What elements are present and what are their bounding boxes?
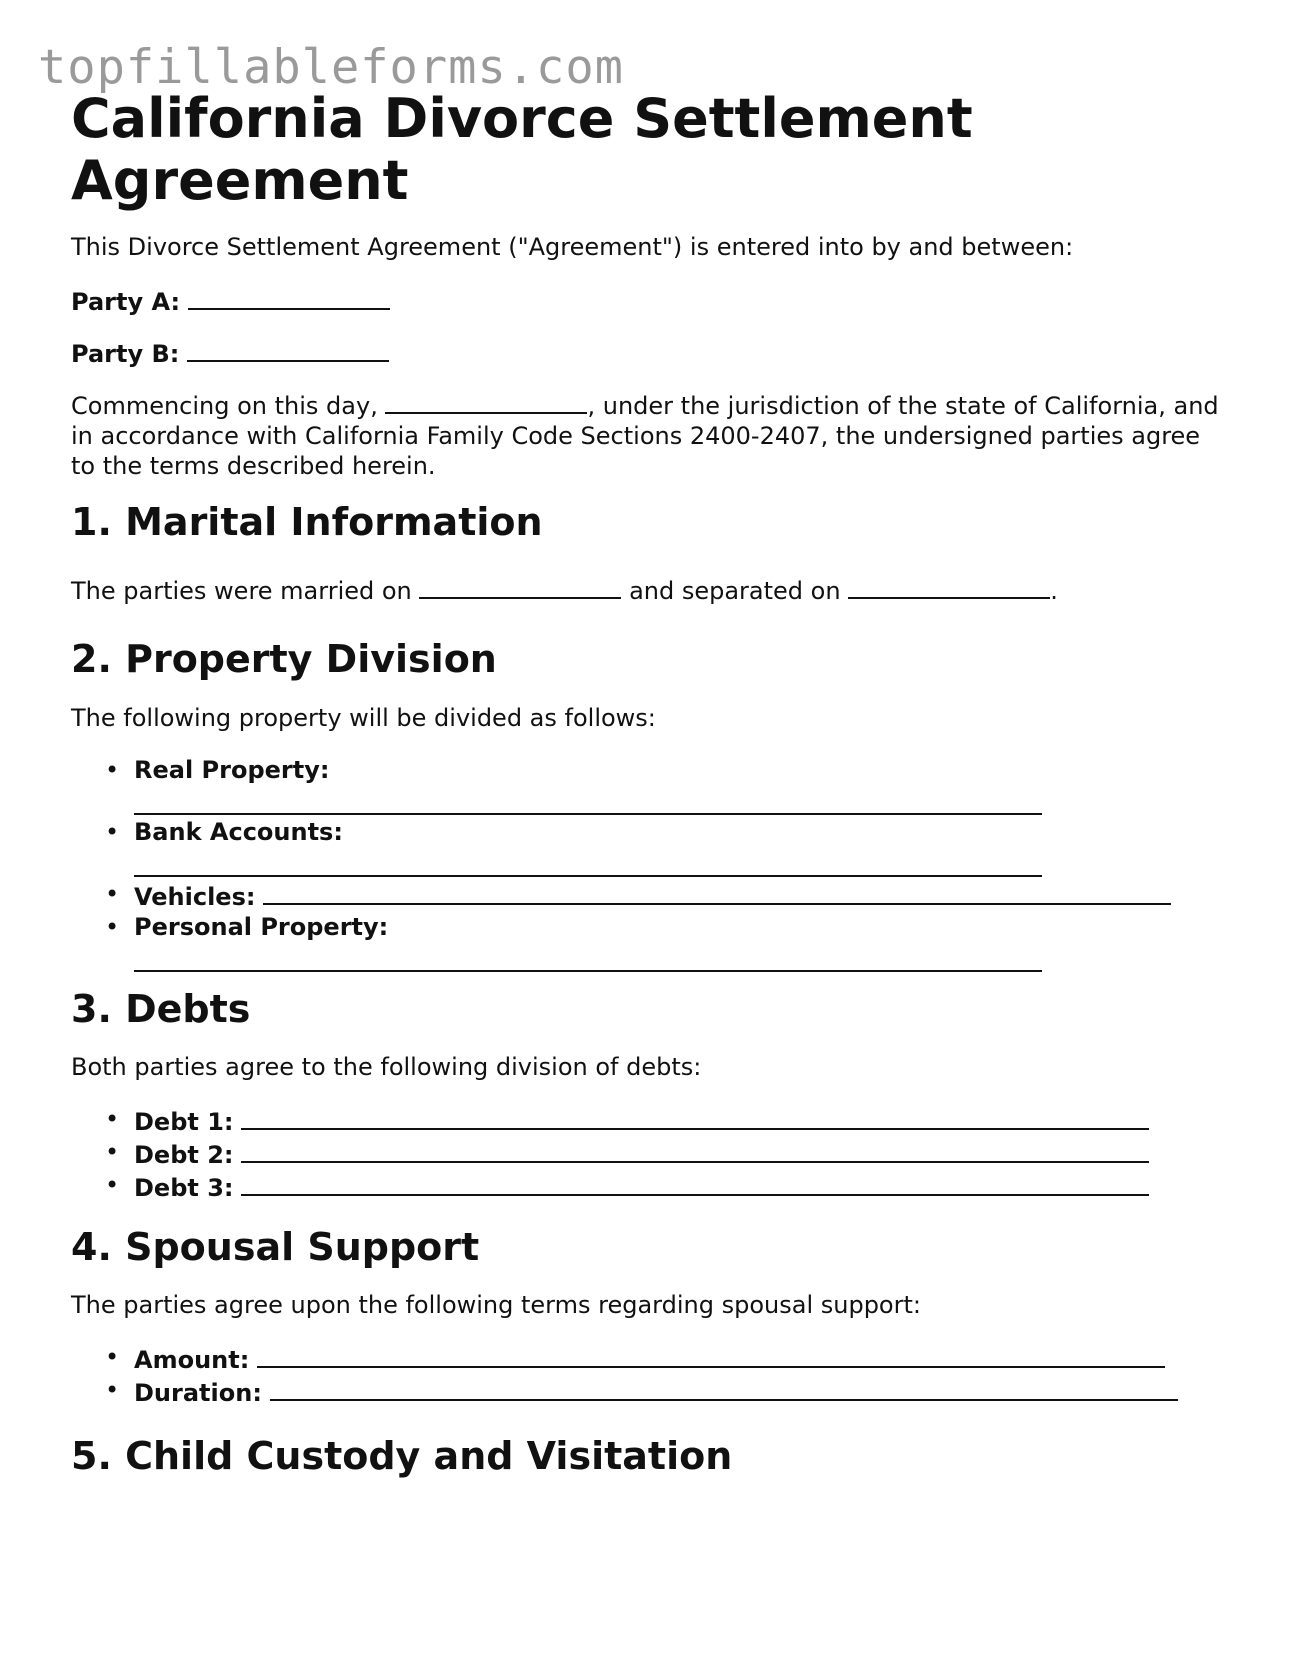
debt-item-label: Debt 1:: [134, 1108, 234, 1136]
list-item: [71, 879, 1191, 912]
marital-text: [71, 573, 1058, 606]
property-item-label: Vehicles:: [134, 883, 256, 911]
debt-2-field[interactable]: [241, 1137, 1149, 1163]
list-item: [71, 1375, 1191, 1408]
list-item: [71, 1104, 1191, 1137]
section-1-heading: 1. Marital Information: [71, 500, 543, 544]
document-title: California Divorce Settlement Agreement: [71, 87, 973, 212]
property-item-label: Personal Property:: [134, 913, 389, 941]
list-item: [71, 912, 1191, 972]
vehicles-field[interactable]: [263, 879, 1171, 905]
amount-field[interactable]: [257, 1342, 1165, 1368]
spousal-item-label: Duration:: [134, 1379, 262, 1407]
list-item: [71, 1137, 1191, 1170]
commencing-text-before: Commencing on this day,: [71, 392, 378, 420]
section-3-heading: 3. Debts: [71, 987, 251, 1031]
watermark: topfillableforms.com: [38, 40, 624, 95]
separated-text: and separated on: [629, 577, 841, 605]
commencement-date-field[interactable]: [385, 388, 587, 414]
spousal-list: [71, 1342, 1191, 1408]
section-2-heading: 2. Property Division: [71, 637, 497, 681]
debts-list: [71, 1104, 1191, 1203]
property-item-label: Bank Accounts:: [134, 818, 343, 846]
period: .: [1050, 577, 1058, 605]
debt-item-label: Debt 2:: [134, 1141, 234, 1169]
section-5-heading: 5. Child Custody and Visitation: [71, 1434, 733, 1478]
property-list: [71, 755, 1191, 974]
spousal-item-label: Amount:: [134, 1346, 250, 1374]
intro-text: This Divorce Settlement Agreement ("Agreement") is entered into by and between:: [71, 233, 1074, 261]
real-property-field[interactable]: [134, 785, 1042, 815]
party-a-line: [71, 284, 390, 317]
debt-3-field[interactable]: [241, 1170, 1149, 1196]
married-date-field[interactable]: [419, 573, 621, 599]
separated-date-field[interactable]: [848, 573, 1050, 599]
personal-property-field[interactable]: [134, 942, 1042, 972]
list-item: [71, 1342, 1191, 1375]
party-b-label: Party B:: [71, 340, 180, 368]
party-a-label: Party A:: [71, 288, 181, 316]
debts-intro: Both parties agree to the following division of debts:: [71, 1053, 702, 1081]
party-b-field[interactable]: [187, 336, 389, 362]
debt-item-label: Debt 3:: [134, 1174, 234, 1202]
list-item: [71, 755, 1191, 815]
bank-accounts-field[interactable]: [134, 847, 1042, 877]
commencing-paragraph: [71, 388, 1221, 481]
property-item-label: Real Property:: [134, 756, 330, 784]
party-a-field[interactable]: [188, 284, 390, 310]
party-b-line: [71, 336, 389, 369]
debt-1-field[interactable]: [241, 1104, 1149, 1130]
commencing-text-after: , under the jurisdiction of the state of California, and in accordance with California Family Code Sections 2400-2407, the undersigned parties agree to the terms described herein.: [71, 392, 1219, 480]
married-text: The parties were married on: [71, 577, 412, 605]
property-intro: The following property will be divided as follows:: [71, 704, 656, 732]
section-4-heading: 4. Spousal Support: [71, 1225, 480, 1269]
duration-field[interactable]: [270, 1375, 1178, 1401]
list-item: [71, 1170, 1191, 1203]
spousal-intro: The parties agree upon the following terms regarding spousal support:: [71, 1291, 921, 1319]
list-item: [71, 817, 1191, 877]
